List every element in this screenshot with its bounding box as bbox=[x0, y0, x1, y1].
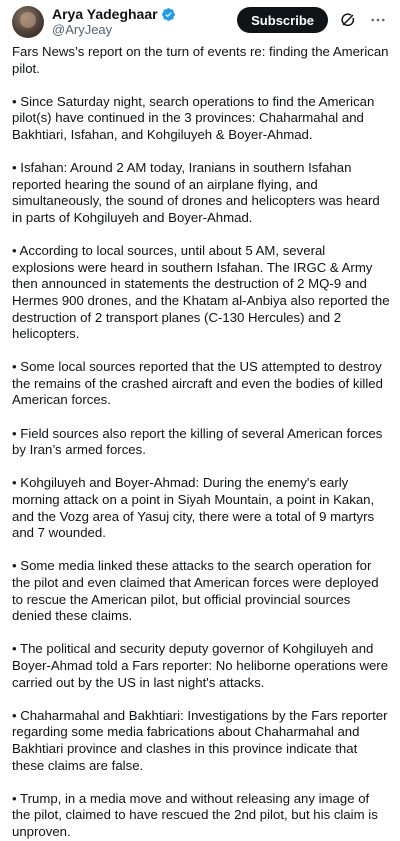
tweet-paragraph: • Chaharmahal and Bakhtiari: Investigations by the Fars reporter regarding some media fabrications about Chaharmahal and Bakhtiari province and clashes in this province indicate that these claims are false. bbox=[12, 707, 388, 773]
tweet-paragraph: • The political and security deputy governor of Kohgiluyeh and Boyer-Ahmad told a Fars reporter: No heliborne operations were carried out by the US in last night's attacks. bbox=[12, 641, 389, 690]
more-options-icon[interactable] bbox=[368, 10, 388, 30]
header-actions bbox=[237, 7, 388, 33]
tweet-paragraph: • Kohgiluyeh and Boyer-Ahmad: During the enemy's early morning attack on a point in Siyah Mountain, a point in Kakan, and the Vozg area of Yasuj city, there were a total of 9 martyrs and 7 wounded. bbox=[12, 475, 375, 541]
tweet-paragraph: • Some local sources reported that the US attempted to destroy the remains of the crashed aircraft and even the bodies of killed American forces. bbox=[12, 359, 383, 408]
tweet-paragraph: • Trump, in a media move and without releasing any image of the pilot, claimed to have rescued the 2nd pilot, but his claim is unproven. bbox=[12, 790, 378, 839]
avatar[interactable] bbox=[12, 6, 44, 38]
tweet-paragraph: • Field sources also report the killing of several American forces by Iran’s armed forces. bbox=[12, 425, 383, 458]
name-row bbox=[52, 6, 176, 22]
tweet-paragraph: • Isfahan: Around 2 AM today, Iranians in southern Isfahan reported hearing the sound of an airplane flying, and simultaneously, the sound of drones and helicopters was heard in parts of Kohgiluyeh and Boyer-Ahmad. bbox=[12, 160, 380, 225]
tweet-paragraph: Fars News’s report on the turn of events re: finding the American pilot. bbox=[12, 44, 389, 76]
display-name[interactable]: Arya Yadeghaar bbox=[52, 6, 158, 22]
user-handle[interactable]: @AryJeay bbox=[52, 22, 113, 37]
grok-icon[interactable] bbox=[338, 10, 358, 30]
tweet-paragraph: • Some media linked these attacks to the search operation for the pilot and even claimed that American forces were deployed to rescue the American pilot, but official provincial sources denied these claims. bbox=[12, 558, 379, 624]
tweet-post bbox=[0, 2, 400, 839]
tweet-text bbox=[12, 44, 390, 841]
tweet-header bbox=[12, 2, 388, 42]
user-info bbox=[52, 6, 176, 38]
subscribe-button[interactable]: Subscribe bbox=[237, 7, 328, 33]
tweet-paragraph: • According to local sources, until about 5 AM, several explosions were heard in southern Isfahan. The IRGC & Army then announced in statements the destruction of 2 MQ-9 and Hermes 900 drones, and the Khatam al-Anbiya also reported the destruction of 2 transport planes (C-130 Hercules) and 2 helicopters. bbox=[12, 243, 390, 342]
verified-badge-icon bbox=[161, 7, 176, 22]
tweet-paragraph: • Since Saturday night, search operations to find the American pilot(s) have continued in the 3 provinces: Chaharmahal and Bakhtiari, Isfahan, and Kohgiluyeh & Boyer-Ahmad. bbox=[12, 93, 375, 142]
